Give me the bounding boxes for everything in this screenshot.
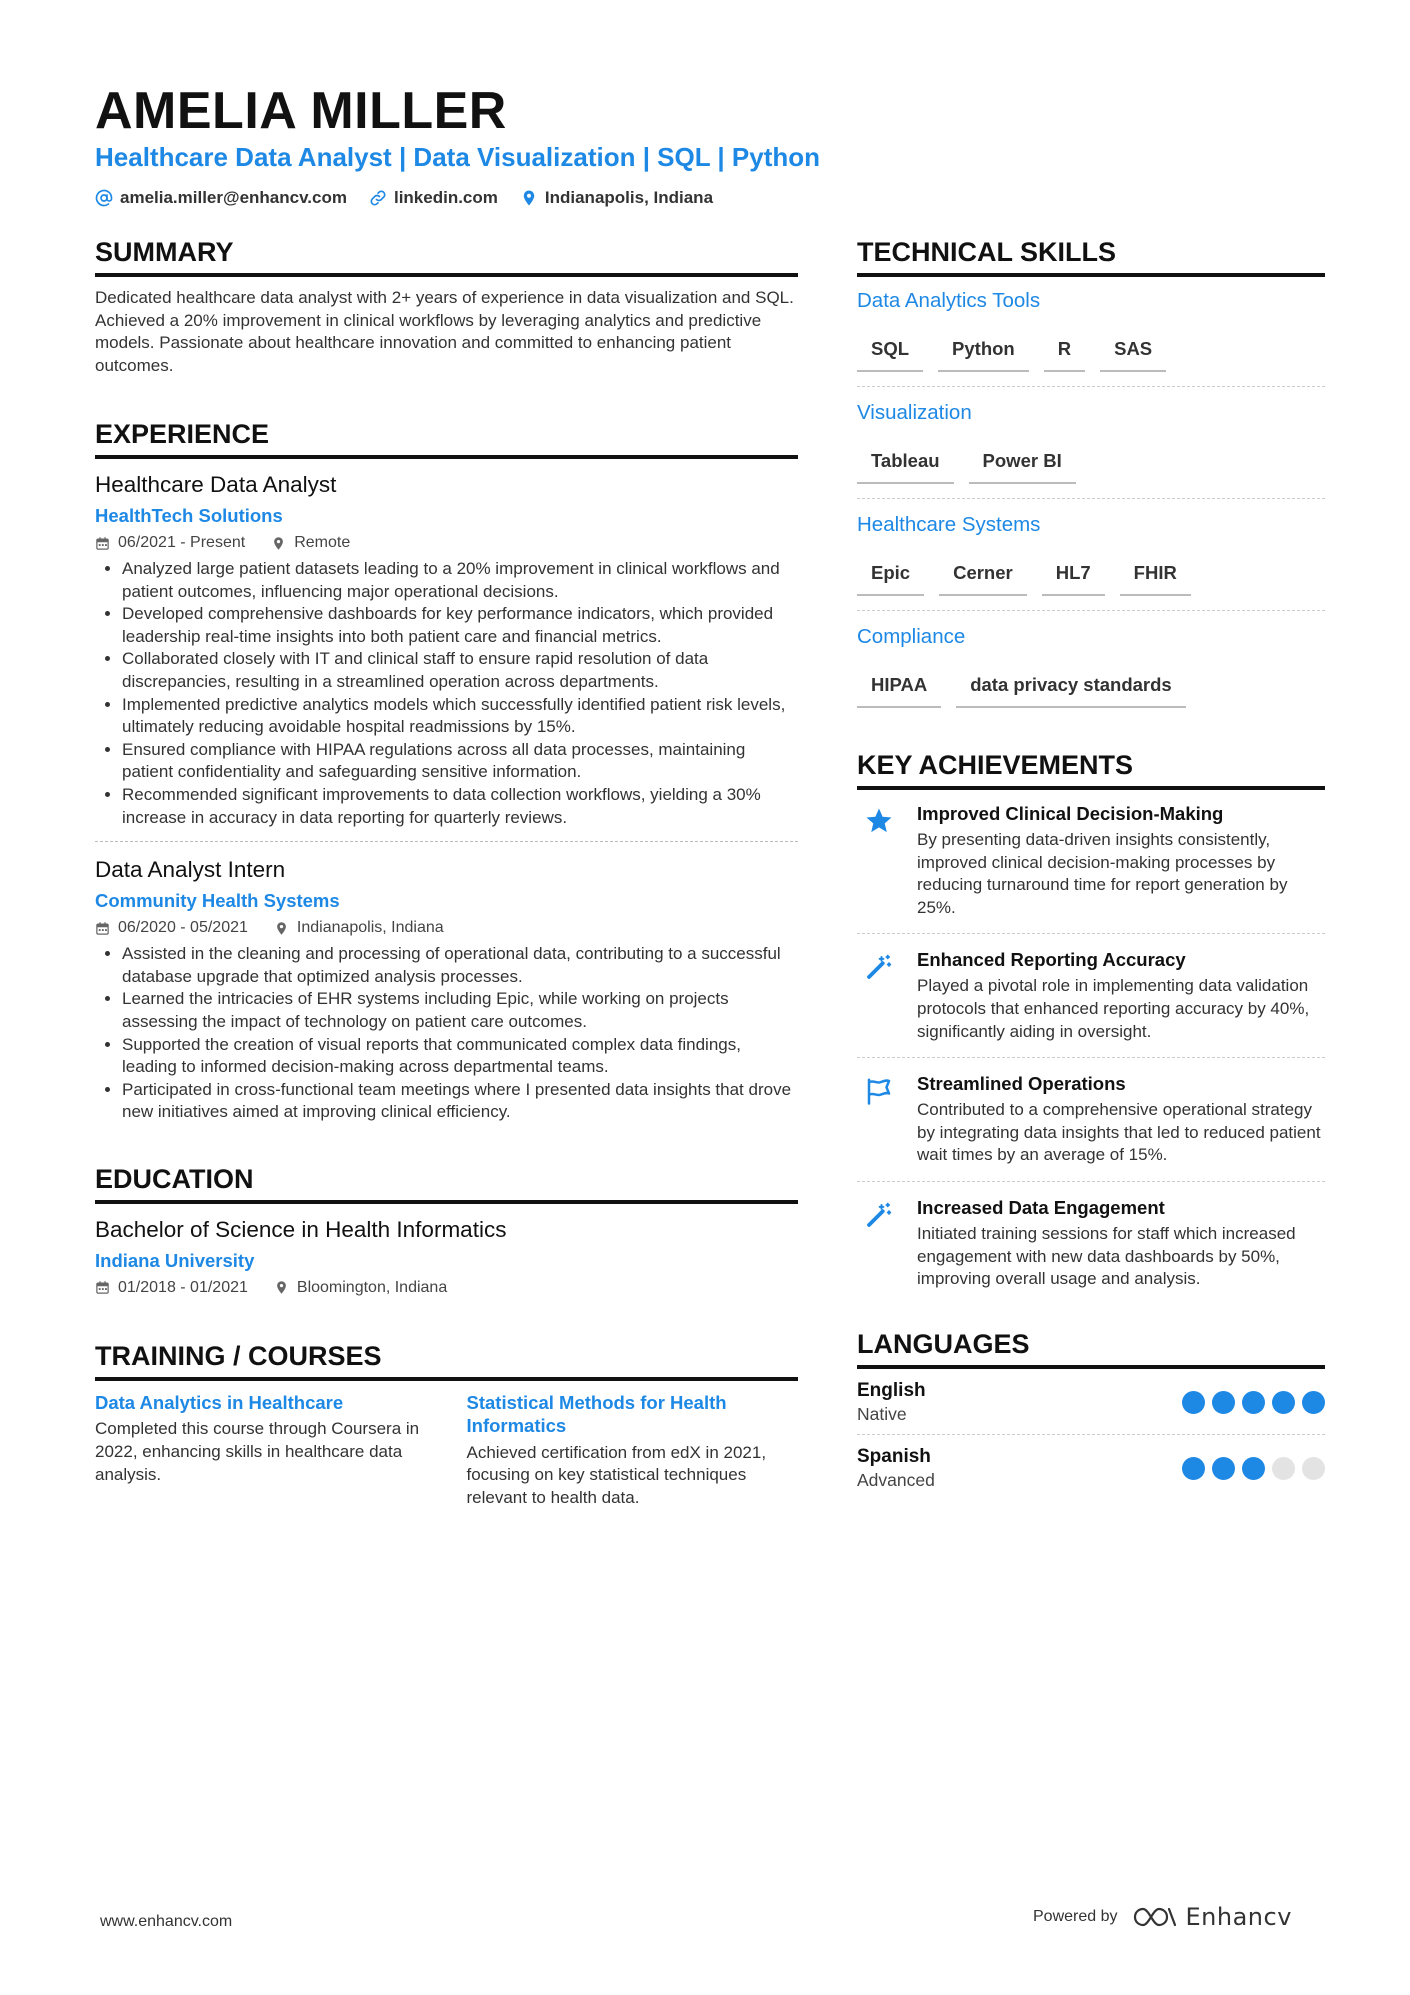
skill-tag: SQL bbox=[857, 330, 923, 372]
skill-tag: Tableau bbox=[857, 442, 954, 484]
contact-location-text: Indianapolis, Indiana bbox=[544, 188, 714, 207]
experience-section bbox=[95, 417, 798, 1124]
language-name: Spanish bbox=[857, 1445, 931, 1467]
skill-tag: R bbox=[1044, 330, 1085, 372]
achievements-heading: KEY ACHIEVEMENTS bbox=[857, 748, 1325, 790]
proficiency-dots bbox=[1182, 1457, 1325, 1480]
proficiency-dot-empty bbox=[1272, 1457, 1295, 1480]
contact-email[interactable] bbox=[95, 186, 347, 210]
job-location bbox=[274, 917, 444, 939]
magic-wand-icon bbox=[857, 948, 901, 1043]
powered-by-text: Powered by bbox=[1033, 1908, 1118, 1925]
skill-tags bbox=[857, 666, 1325, 722]
job-bullets bbox=[95, 558, 798, 829]
skill-group bbox=[857, 287, 1325, 387]
achievement-item bbox=[857, 946, 1325, 1058]
course-list bbox=[95, 1391, 798, 1510]
job-meta bbox=[95, 917, 798, 939]
language-item bbox=[857, 1379, 1325, 1435]
training-heading: TRAINING / COURSES bbox=[95, 1339, 798, 1381]
proficiency-dot-filled bbox=[1302, 1391, 1325, 1414]
job-bullet: • Assisted in the cleaning and processing of operational data, contributing to a successful database upgrade that optimized analysis processes. bbox=[122, 943, 798, 988]
job-location-text: Indianapolis, Indiana bbox=[296, 919, 444, 937]
summary-text: Dedicated healthcare data analyst with 2+ years of experience in data visualization and SQL. Achieved a 20% improvement in clinical workflows by leveraging analytics and predictive models. Passionate about healthcare innovation and committed to enhancing patient outcomes. bbox=[95, 288, 794, 375]
company-name: HealthTech Solutions bbox=[95, 505, 283, 526]
achievement-description: By presenting data-driven insights consistently, improved clinical decision-making processes by reducing turnaround time for report generation by 25%. bbox=[917, 830, 1288, 917]
divider bbox=[95, 841, 798, 842]
skill-group bbox=[857, 399, 1325, 499]
skill-tag: SAS bbox=[1100, 330, 1166, 372]
contact-bar bbox=[95, 186, 713, 210]
job-bullet: • Ensured compliance with HIPAA regulations across all data processes, maintaining patient confidentiality and safeguarding sensitive information. bbox=[122, 739, 798, 784]
job-bullets bbox=[95, 943, 798, 1124]
job-bullet: • Implemented predictive analytics models which successfully identified patient risk levels, ultimately reducing avoidable hospital readmissions by 15%. bbox=[122, 694, 798, 739]
skill-category: Data Analytics Tools bbox=[857, 289, 1041, 312]
achievement-item bbox=[857, 800, 1325, 934]
company-name: Community Health Systems bbox=[95, 890, 340, 912]
job-bullet: • Analyzed large patient datasets leading to a 20% improvement in clinical workflows and patient outcomes, influencing major operational decisions. bbox=[122, 558, 798, 603]
enhancv-logo-icon bbox=[1132, 1905, 1178, 1929]
proficiency-dot-filled bbox=[1242, 1457, 1265, 1480]
job-dates bbox=[95, 532, 245, 554]
education-dates bbox=[95, 1277, 248, 1299]
skill-tag: HIPAA bbox=[857, 666, 941, 708]
skill-tags bbox=[857, 330, 1325, 387]
calendar-icon bbox=[95, 536, 110, 551]
footer-branding bbox=[1033, 1903, 1292, 1931]
languages-section bbox=[857, 1327, 1325, 1500]
experience-heading: EXPERIENCE bbox=[95, 417, 798, 459]
proficiency-dots bbox=[1182, 1391, 1325, 1414]
contact-linkedin[interactable] bbox=[369, 186, 498, 210]
calendar-icon bbox=[95, 1280, 110, 1295]
flag-icon bbox=[857, 1072, 901, 1167]
job-bullet: • Recommended significant improvements to data collection workflows, yielding a 30% increase in accuracy in data reporting for quarterly reviews. bbox=[122, 784, 798, 829]
achievement-description: Initiated training sessions for staff which increased engagement with new data dashboards by 50%, improving overall usage and analysis. bbox=[917, 1223, 1296, 1289]
achievement-item bbox=[857, 1194, 1325, 1305]
job-dates-text: 06/2020 - 05/2021 bbox=[118, 919, 248, 937]
headline: Healthcare Data Analyst | Data Visualization | SQL | Python bbox=[95, 142, 820, 172]
proficiency-dot-filled bbox=[1272, 1391, 1295, 1414]
location-pin-icon bbox=[274, 1280, 289, 1295]
achievement-item bbox=[857, 1070, 1325, 1182]
skills-heading: TECHNICAL SKILLS bbox=[857, 235, 1325, 277]
skill-group bbox=[857, 511, 1325, 611]
job-location-text: Remote bbox=[294, 534, 351, 551]
degree-title: Bachelor of Science in Health Informatics bbox=[95, 1216, 507, 1242]
language-name: English bbox=[857, 1379, 926, 1401]
skill-tag: Epic bbox=[857, 554, 924, 596]
achievement-title: Increased Data Engagement bbox=[917, 1196, 1165, 1218]
location-pin-icon bbox=[274, 921, 289, 936]
course-title: Data Analytics in Healthcare bbox=[95, 1391, 344, 1413]
proficiency-dot-filled bbox=[1242, 1391, 1265, 1414]
skill-tags bbox=[857, 554, 1325, 611]
education-location-text: Bloomington, Indiana bbox=[296, 1278, 448, 1296]
achievement-description: Contributed to a comprehensive operational strategy by integrating data insights that led to reduced patient wait times by an average of 15%. bbox=[917, 1100, 1321, 1165]
skill-tag: data privacy standards bbox=[956, 666, 1186, 708]
link-icon bbox=[369, 189, 387, 207]
proficiency-dot-filled bbox=[1182, 1457, 1205, 1480]
skill-category: Healthcare Systems bbox=[857, 513, 1041, 536]
job-bullet: • Learned the intricacies of EHR systems including Epic, while working on projects assessing the impact of technology on patient care outcomes. bbox=[122, 988, 798, 1033]
course-description: Achieved certification from edX in 2021, focusing on key statistical techniques relevant to health data. bbox=[466, 1442, 767, 1508]
job-dates-text: 06/2021 - Present bbox=[118, 534, 246, 551]
location-pin-icon bbox=[271, 536, 286, 551]
language-level: Native bbox=[857, 1403, 907, 1424]
achievement-title: Streamlined Operations bbox=[917, 1073, 1126, 1095]
job-bullet: • Supported the creation of visual reports that communicated complex data findings, leading to informed decision-making across departmental teams. bbox=[122, 1034, 798, 1079]
summary-section bbox=[95, 235, 798, 377]
achievement-description: Played a pivotal role in implementing data validation protocols that enhanced reporting accuracy by 40%, significantly aiding in oversight. bbox=[917, 976, 1310, 1041]
summary-heading: SUMMARY bbox=[95, 235, 798, 277]
proficiency-dot-filled bbox=[1212, 1457, 1235, 1480]
job-dates bbox=[95, 917, 248, 939]
education-section bbox=[95, 1162, 798, 1299]
brand-name: Enhancv bbox=[1185, 1903, 1292, 1931]
location-pin-icon bbox=[520, 189, 538, 207]
skill-category: Visualization bbox=[857, 401, 972, 424]
job-bullet: • Collaborated closely with IT and clinical staff to ensure rapid resolution of data discrepancies, resulting in a streamlined operation across departments. bbox=[122, 648, 798, 693]
education-heading: EDUCATION bbox=[95, 1162, 798, 1204]
job-title: Healthcare Data Analyst bbox=[95, 472, 337, 497]
course-title: Statistical Methods for Health Informatics bbox=[466, 1391, 727, 1437]
job-entry bbox=[95, 469, 798, 829]
proficiency-dot-filled bbox=[1212, 1391, 1235, 1414]
job-title: Data Analyst Intern bbox=[95, 857, 286, 883]
footer-website[interactable]: www.enhancv.com bbox=[100, 1913, 233, 1930]
skill-tag: Cerner bbox=[939, 554, 1027, 596]
education-location bbox=[274, 1277, 447, 1299]
skill-group bbox=[857, 623, 1325, 722]
skill-tag: Python bbox=[938, 330, 1029, 372]
calendar-icon bbox=[95, 921, 110, 936]
candidate-name: AMELIA MILLER bbox=[95, 82, 507, 140]
skill-tags bbox=[857, 442, 1325, 499]
education-dates-text: 01/2018 - 01/2021 bbox=[118, 1278, 248, 1296]
job-meta bbox=[95, 532, 798, 554]
achievement-title: Improved Clinical Decision-Making bbox=[917, 803, 1224, 824]
proficiency-dot-filled bbox=[1182, 1391, 1205, 1414]
contact-linkedin-text: linkedin.com bbox=[393, 188, 498, 207]
left-column bbox=[95, 235, 798, 1510]
job-bullet: • Developed comprehensive dashboards for key performance indicators, which provided leadership real-time insights into both patient care and financial metrics. bbox=[122, 603, 798, 648]
skill-tag: HL7 bbox=[1042, 554, 1105, 596]
magic-wand-icon bbox=[857, 1196, 901, 1291]
achievements-section bbox=[857, 748, 1325, 1305]
skill-tag: Power BI bbox=[969, 442, 1076, 484]
education-meta bbox=[95, 1277, 798, 1299]
right-column bbox=[857, 235, 1325, 1510]
language-item bbox=[857, 1445, 1325, 1500]
job-location bbox=[271, 532, 350, 554]
skills-section bbox=[857, 235, 1325, 722]
language-level: Advanced bbox=[857, 1469, 935, 1490]
course-item bbox=[467, 1391, 799, 1510]
training-section bbox=[95, 1339, 798, 1510]
star-icon bbox=[857, 802, 901, 919]
languages-heading: LANGUAGES bbox=[857, 1327, 1325, 1369]
proficiency-dot-empty bbox=[1302, 1457, 1325, 1480]
at-icon bbox=[95, 189, 113, 207]
job-bullet: • Participated in cross-functional team meetings where I presented data insights that drove new initiatives aimed at improving clinical efficiency. bbox=[122, 1079, 798, 1124]
contact-location bbox=[520, 186, 713, 210]
contact-email-text: amelia.miller@enhancv.com bbox=[120, 188, 347, 207]
course-item bbox=[95, 1391, 427, 1510]
course-description: Completed this course through Coursera in 2022, enhancing skills in healthcare data analysis. bbox=[95, 1419, 420, 1484]
achievement-title: Enhanced Reporting Accuracy bbox=[917, 949, 1186, 971]
job-entry bbox=[95, 854, 798, 1124]
brand-logo[interactable] bbox=[1132, 1903, 1292, 1931]
skill-category: Compliance bbox=[857, 625, 966, 648]
school-name: Indiana University bbox=[95, 1249, 255, 1271]
skill-tag: FHIR bbox=[1120, 554, 1191, 596]
